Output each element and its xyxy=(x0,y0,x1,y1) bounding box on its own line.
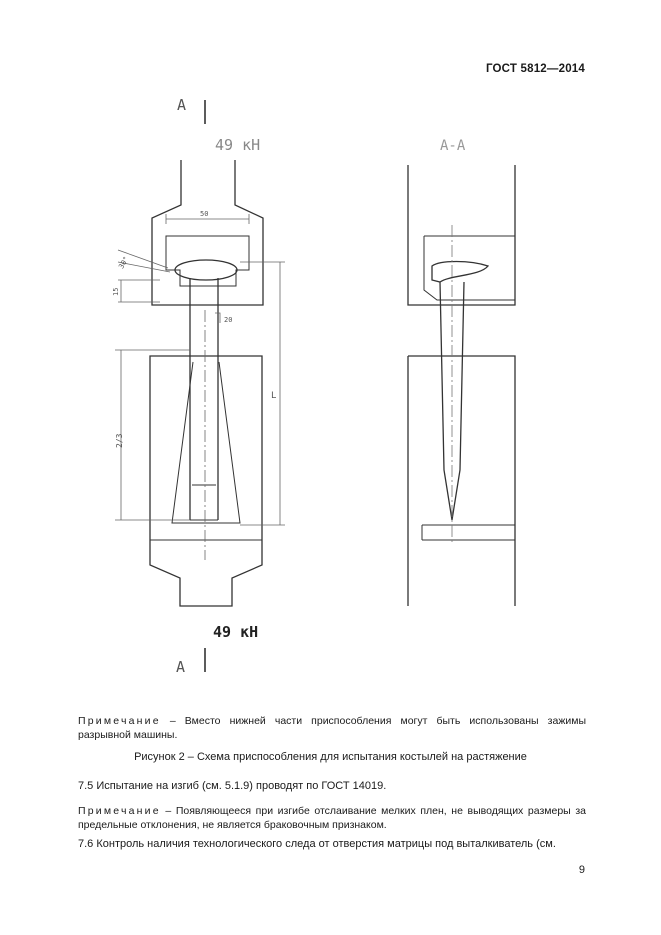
paragraph-7-5: 7.5 Испытание на изгиб (см. 5.1.9) проводят по ГОСТ 14019. xyxy=(78,780,387,792)
note-2-label: Примечание xyxy=(78,805,161,817)
dim-15: 15 xyxy=(112,287,120,296)
bottom-block xyxy=(150,356,262,606)
spike-shaft xyxy=(190,278,218,520)
section-view-label: А-А xyxy=(440,138,466,154)
figure-caption: Рисунок 2 – Схема приспособления для испытания костылей на растяжение xyxy=(134,751,527,763)
spike-head xyxy=(175,260,237,280)
bottom-taper xyxy=(172,362,240,523)
note-1-text: – Вместо нижней части приспособления могут быть использованы зажимы разрывной машины. xyxy=(78,715,586,741)
paragraph-7-6: 7.6 Контроль наличия технологического следа от отверстия матрицы под выталкиватель (см. xyxy=(78,838,556,850)
dim-20: 20 xyxy=(224,316,233,324)
section-spike-head xyxy=(432,262,488,283)
dim-30: 30° xyxy=(117,255,131,271)
dim-50: 50 xyxy=(200,210,209,218)
note-1 xyxy=(78,714,586,742)
load-bottom: 49 кН xyxy=(213,623,259,641)
section-mark-top: А xyxy=(177,96,187,114)
document-code: ГОСТ 5812—2014 xyxy=(485,63,585,75)
dim-L: L xyxy=(271,391,277,401)
load-top: 49 кН xyxy=(215,136,261,154)
top-cavity xyxy=(166,236,249,286)
note-2 xyxy=(78,804,586,832)
note-1-label: Примечание xyxy=(78,715,161,727)
dim-ratio: 2/3 xyxy=(115,433,124,448)
section-mark-bottom: А xyxy=(176,658,186,676)
note-2-text: – Появляющееся при изгибе отслаивание мелких плен, не выводящих размеры за предельные отклонения, не является браковочным признаком. xyxy=(78,805,586,831)
page-number: 9 xyxy=(578,864,585,876)
top-shank xyxy=(152,160,263,305)
